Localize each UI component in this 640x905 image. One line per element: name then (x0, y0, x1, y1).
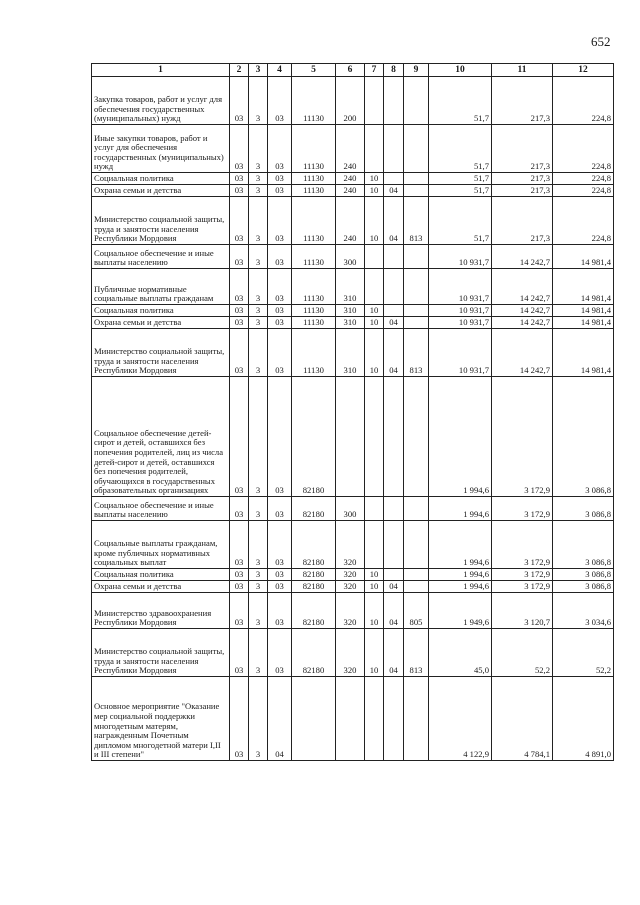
cell-col-7: 10 (365, 305, 384, 317)
cell-col-6: 240 (336, 185, 365, 197)
cell-col-2: 03 (230, 629, 249, 677)
cell-col-8 (384, 497, 404, 521)
cell-col-3: 3 (249, 329, 268, 377)
cell-col-8 (384, 245, 404, 269)
cell-col-3: 3 (249, 677, 268, 761)
cell-col-12: 52,2 (553, 629, 614, 677)
cell-col-4: 03 (268, 197, 292, 245)
column-header: 5 (292, 64, 336, 77)
header-row (92, 64, 614, 77)
cell-col-8: 04 (384, 593, 404, 629)
cell-col-7 (365, 677, 384, 761)
cell-col-10: 1 949,6 (429, 593, 492, 629)
cell-col-10: 51,7 (429, 197, 492, 245)
cell-col-9 (404, 581, 429, 593)
cell-col-5: 82180 (292, 521, 336, 569)
cell-col-9 (404, 125, 429, 173)
cell-col-8: 04 (384, 185, 404, 197)
table-row (92, 581, 614, 593)
cell-col-2: 03 (230, 569, 249, 581)
cell-col-8 (384, 305, 404, 317)
cell-col-5: 82180 (292, 581, 336, 593)
cell-col-5: 11130 (292, 185, 336, 197)
cell-col-11: 3 172,9 (492, 581, 553, 593)
column-header: 12 (553, 64, 614, 77)
cell-col-2: 03 (230, 581, 249, 593)
cell-col-3: 3 (249, 317, 268, 329)
cell-col-7 (365, 521, 384, 569)
cell-col-11: 217,3 (492, 185, 553, 197)
cell-col-4: 03 (268, 305, 292, 317)
row-label: Социальные выплаты гражданам, кроме публичных нормативных социальных выплат (92, 521, 230, 569)
cell-col-10: 1 994,6 (429, 569, 492, 581)
column-header: 11 (492, 64, 553, 77)
cell-col-6: 310 (336, 317, 365, 329)
cell-col-3: 3 (249, 377, 268, 497)
cell-col-2: 03 (230, 677, 249, 761)
cell-col-2: 03 (230, 305, 249, 317)
cell-col-3: 3 (249, 77, 268, 125)
cell-col-10: 10 931,7 (429, 245, 492, 269)
cell-col-2: 03 (230, 125, 249, 173)
cell-col-2: 03 (230, 173, 249, 185)
cell-col-6 (336, 377, 365, 497)
cell-col-6: 240 (336, 125, 365, 173)
cell-col-8 (384, 77, 404, 125)
cell-col-5: 11130 (292, 317, 336, 329)
cell-col-2: 03 (230, 77, 249, 125)
cell-col-5: 82180 (292, 569, 336, 581)
cell-col-2: 03 (230, 245, 249, 269)
cell-col-7 (365, 125, 384, 173)
cell-col-11: 14 242,7 (492, 329, 553, 377)
cell-col-9 (404, 677, 429, 761)
cell-col-6: 310 (336, 329, 365, 377)
cell-col-10: 1 994,6 (429, 377, 492, 497)
cell-col-11: 3 172,9 (492, 497, 553, 521)
cell-col-5: 11130 (292, 245, 336, 269)
cell-col-5: 82180 (292, 497, 336, 521)
cell-col-2: 03 (230, 497, 249, 521)
cell-col-10: 10 931,7 (429, 317, 492, 329)
cell-col-9 (404, 305, 429, 317)
cell-col-6: 320 (336, 593, 365, 629)
cell-col-10: 45,0 (429, 629, 492, 677)
cell-col-4: 03 (268, 173, 292, 185)
cell-col-11: 14 242,7 (492, 305, 553, 317)
cell-col-11: 217,3 (492, 173, 553, 185)
cell-col-5: 11130 (292, 197, 336, 245)
table-row (92, 305, 614, 317)
row-label: Социальное обеспечение детей-сирот и детей, оставшихся без попечения родителей, лиц из числа детей-сирот и детей, оставшихся без попечения родителей, обучающихся в государственных образовательных организациях (92, 377, 230, 497)
column-header: 10 (429, 64, 492, 77)
row-label: Социальная политика (92, 569, 230, 581)
cell-col-3: 3 (249, 185, 268, 197)
cell-col-12: 14 981,4 (553, 269, 614, 305)
cell-col-6: 320 (336, 569, 365, 581)
cell-col-3: 3 (249, 497, 268, 521)
cell-col-12: 3 086,8 (553, 497, 614, 521)
column-header: 3 (249, 64, 268, 77)
cell-col-4: 03 (268, 497, 292, 521)
cell-col-6: 300 (336, 497, 365, 521)
cell-col-9 (404, 569, 429, 581)
cell-col-8 (384, 125, 404, 173)
cell-col-5: 11130 (292, 125, 336, 173)
cell-col-6: 300 (336, 245, 365, 269)
row-label: Публичные нормативные социальные выплаты гражданам (92, 269, 230, 305)
cell-col-10: 51,7 (429, 173, 492, 185)
cell-col-12: 3 086,8 (553, 377, 614, 497)
cell-col-7: 10 (365, 629, 384, 677)
cell-col-2: 03 (230, 521, 249, 569)
cell-col-9: 805 (404, 593, 429, 629)
column-header: 9 (404, 64, 429, 77)
cell-col-12: 3 086,8 (553, 569, 614, 581)
cell-col-12: 224,8 (553, 125, 614, 173)
cell-col-7: 10 (365, 197, 384, 245)
cell-col-10: 51,7 (429, 185, 492, 197)
cell-col-5: 11130 (292, 305, 336, 317)
cell-col-11: 4 784,1 (492, 677, 553, 761)
row-label: Закупка товаров, работ и услуг для обеспечения государственных (муниципальных) нужд (92, 77, 230, 125)
cell-col-6: 320 (336, 581, 365, 593)
cell-col-12: 14 981,4 (553, 329, 614, 377)
cell-col-7 (365, 497, 384, 521)
cell-col-12: 14 981,4 (553, 317, 614, 329)
cell-col-9 (404, 317, 429, 329)
row-label: Министерство здравоохранения Республики Мордовия (92, 593, 230, 629)
table-body (92, 77, 614, 761)
cell-col-2: 03 (230, 593, 249, 629)
table-row (92, 185, 614, 197)
cell-col-11: 217,3 (492, 125, 553, 173)
cell-col-5: 82180 (292, 629, 336, 677)
cell-col-4: 03 (268, 329, 292, 377)
cell-col-12: 224,8 (553, 173, 614, 185)
cell-col-8: 04 (384, 329, 404, 377)
table-row (92, 245, 614, 269)
column-header: 8 (384, 64, 404, 77)
table-row (92, 677, 614, 761)
cell-col-2: 03 (230, 377, 249, 497)
column-header: 1 (92, 64, 230, 77)
cell-col-11: 3 172,9 (492, 377, 553, 497)
cell-col-8 (384, 377, 404, 497)
table-row (92, 497, 614, 521)
cell-col-9 (404, 269, 429, 305)
column-header: 6 (336, 64, 365, 77)
cell-col-7 (365, 377, 384, 497)
cell-col-7: 10 (365, 593, 384, 629)
row-label: Охрана семьи и детства (92, 317, 230, 329)
row-label: Охрана семьи и детства (92, 581, 230, 593)
table-row (92, 569, 614, 581)
cell-col-10: 1 994,6 (429, 581, 492, 593)
cell-col-4: 03 (268, 125, 292, 173)
cell-col-8: 04 (384, 317, 404, 329)
cell-col-8 (384, 269, 404, 305)
table-row (92, 593, 614, 629)
column-header: 4 (268, 64, 292, 77)
budget-table (91, 63, 614, 761)
cell-col-4: 03 (268, 269, 292, 305)
cell-col-12: 3 086,8 (553, 521, 614, 569)
cell-col-12: 14 981,4 (553, 305, 614, 317)
table-row (92, 317, 614, 329)
cell-col-10: 51,7 (429, 77, 492, 125)
cell-col-2: 03 (230, 197, 249, 245)
cell-col-6: 310 (336, 305, 365, 317)
cell-col-8 (384, 569, 404, 581)
cell-col-10: 10 931,7 (429, 269, 492, 305)
cell-col-5: 11130 (292, 173, 336, 185)
cell-col-3: 3 (249, 581, 268, 593)
row-label: Социальная политика (92, 305, 230, 317)
cell-col-4: 03 (268, 317, 292, 329)
cell-col-3: 3 (249, 305, 268, 317)
cell-col-6: 310 (336, 269, 365, 305)
table-row (92, 377, 614, 497)
cell-col-6: 200 (336, 77, 365, 125)
cell-col-4: 03 (268, 521, 292, 569)
row-label: Охрана семьи и детства (92, 185, 230, 197)
table-row (92, 521, 614, 569)
cell-col-3: 3 (249, 173, 268, 185)
cell-col-11: 3 172,9 (492, 521, 553, 569)
cell-col-8: 04 (384, 581, 404, 593)
cell-col-9: 813 (404, 197, 429, 245)
cell-col-9 (404, 497, 429, 521)
cell-col-9 (404, 521, 429, 569)
cell-col-11: 217,3 (492, 197, 553, 245)
cell-col-6 (336, 677, 365, 761)
cell-col-12: 4 891,0 (553, 677, 614, 761)
row-label: Социальное обеспечение и иные выплаты населению (92, 245, 230, 269)
cell-col-5: 11130 (292, 269, 336, 305)
cell-col-2: 03 (230, 329, 249, 377)
cell-col-3: 3 (249, 521, 268, 569)
cell-col-6: 320 (336, 521, 365, 569)
table-row (92, 269, 614, 305)
cell-col-10: 1 994,6 (429, 521, 492, 569)
cell-col-7: 10 (365, 317, 384, 329)
cell-col-5: 82180 (292, 377, 336, 497)
table-row (92, 173, 614, 185)
cell-col-12: 224,8 (553, 77, 614, 125)
cell-col-12: 3 034,6 (553, 593, 614, 629)
cell-col-8 (384, 677, 404, 761)
table-row (92, 125, 614, 173)
cell-col-11: 52,2 (492, 629, 553, 677)
cell-col-4: 03 (268, 593, 292, 629)
cell-col-6: 320 (336, 629, 365, 677)
cell-col-5: 82180 (292, 593, 336, 629)
cell-col-4: 03 (268, 581, 292, 593)
cell-col-11: 14 242,7 (492, 269, 553, 305)
row-label: Социальная политика (92, 173, 230, 185)
cell-col-6: 240 (336, 197, 365, 245)
row-label: Социальное обеспечение и иные выплаты населению (92, 497, 230, 521)
cell-col-7 (365, 269, 384, 305)
cell-col-11: 14 242,7 (492, 245, 553, 269)
cell-col-9 (404, 377, 429, 497)
cell-col-10: 10 931,7 (429, 305, 492, 317)
cell-col-11: 14 242,7 (492, 317, 553, 329)
table-row (92, 197, 614, 245)
cell-col-4: 03 (268, 77, 292, 125)
cell-col-5: 11130 (292, 77, 336, 125)
row-label: Министерство социальной защиты, труда и занятости населения Республики Мордовия (92, 629, 230, 677)
cell-col-12: 224,8 (553, 185, 614, 197)
cell-col-9: 813 (404, 329, 429, 377)
cell-col-6: 240 (336, 173, 365, 185)
cell-col-4: 03 (268, 185, 292, 197)
cell-col-12: 14 981,4 (553, 245, 614, 269)
cell-col-12: 3 086,8 (553, 581, 614, 593)
table-row (92, 329, 614, 377)
cell-col-10: 1 994,6 (429, 497, 492, 521)
cell-col-11: 3 172,9 (492, 569, 553, 581)
cell-col-2: 03 (230, 185, 249, 197)
cell-col-5 (292, 677, 336, 761)
cell-col-3: 3 (249, 629, 268, 677)
cell-col-4: 03 (268, 377, 292, 497)
column-header: 7 (365, 64, 384, 77)
cell-col-11: 3 120,7 (492, 593, 553, 629)
row-label: Министерство социальной защиты, труда и занятости населения Республики Мордовия (92, 197, 230, 245)
cell-col-7: 10 (365, 329, 384, 377)
cell-col-3: 3 (249, 197, 268, 245)
cell-col-8 (384, 521, 404, 569)
cell-col-10: 51,7 (429, 125, 492, 173)
cell-col-8: 04 (384, 629, 404, 677)
row-label: Основное мероприятие "Оказание мер социальной поддержки многодетным матерям, награжденным Почетным дипломом многодетной матери I,II и III степени" (92, 677, 230, 761)
cell-col-3: 3 (249, 593, 268, 629)
row-label: Иные закупки товаров, работ и услуг для обеспечения государственных (муниципальных) нужд (92, 125, 230, 173)
table-row (92, 77, 614, 125)
cell-col-9 (404, 77, 429, 125)
cell-col-7: 10 (365, 173, 384, 185)
cell-col-9: 813 (404, 629, 429, 677)
cell-col-10: 10 931,7 (429, 329, 492, 377)
page-number: 652 (591, 34, 611, 49)
cell-col-9 (404, 185, 429, 197)
cell-col-3: 3 (249, 269, 268, 305)
cell-col-7 (365, 77, 384, 125)
cell-col-4: 04 (268, 677, 292, 761)
cell-col-7 (365, 245, 384, 269)
cell-col-8: 04 (384, 197, 404, 245)
column-header: 2 (230, 64, 249, 77)
cell-col-7: 10 (365, 569, 384, 581)
cell-col-9 (404, 245, 429, 269)
cell-col-3: 3 (249, 245, 268, 269)
cell-col-12: 224,8 (553, 197, 614, 245)
row-label: Министерство социальной защиты, труда и занятости населения Республики Мордовия (92, 329, 230, 377)
cell-col-5: 11130 (292, 329, 336, 377)
cell-col-4: 03 (268, 245, 292, 269)
cell-col-4: 03 (268, 569, 292, 581)
cell-col-10: 4 122,9 (429, 677, 492, 761)
table-row (92, 629, 614, 677)
cell-col-8 (384, 173, 404, 185)
cell-col-4: 03 (268, 629, 292, 677)
cell-col-11: 217,3 (492, 77, 553, 125)
cell-col-3: 3 (249, 569, 268, 581)
cell-col-2: 03 (230, 317, 249, 329)
cell-col-7: 10 (365, 185, 384, 197)
cell-col-9 (404, 173, 429, 185)
cell-col-3: 3 (249, 125, 268, 173)
cell-col-2: 03 (230, 269, 249, 305)
cell-col-7: 10 (365, 581, 384, 593)
